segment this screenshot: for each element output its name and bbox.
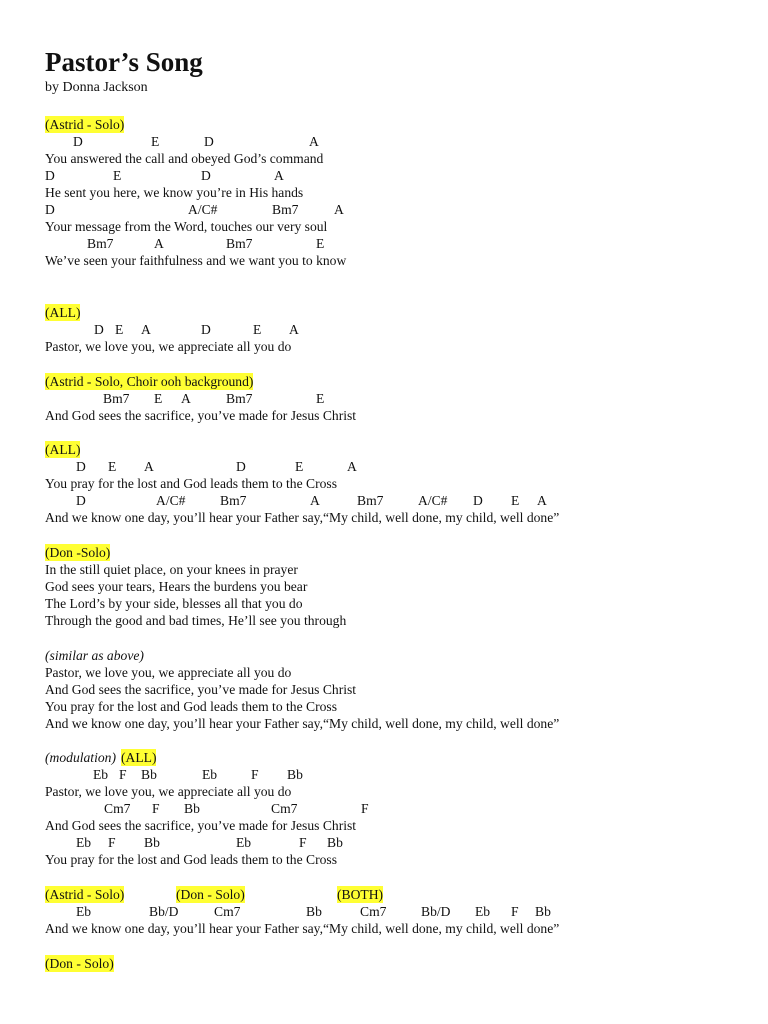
chord: A xyxy=(274,168,284,183)
chord: A/C# xyxy=(188,202,218,217)
lyric-line: And God sees the sacrifice, you’ve made for Jesus Christ xyxy=(45,818,357,833)
chord: D xyxy=(204,134,214,149)
chord: A xyxy=(537,493,547,508)
chord: E xyxy=(113,168,122,183)
chord: F xyxy=(511,904,519,919)
chord: Bb xyxy=(287,767,303,782)
lyric-line: And God sees the sacrifice, you’ve made for Jesus Christ xyxy=(45,408,357,423)
chord: E xyxy=(316,391,325,406)
chord: E xyxy=(154,391,163,406)
chord: D xyxy=(201,322,211,337)
lyric-line: God sees your tears, Hears the burdens you bear xyxy=(45,579,308,594)
chord: Bb xyxy=(144,835,160,850)
chord: Eb xyxy=(202,767,218,782)
chord: D xyxy=(236,459,246,474)
chord: D xyxy=(73,134,83,149)
section-label: (ALL) xyxy=(45,305,81,320)
chord: Bb/D xyxy=(421,904,451,919)
chord: Bb xyxy=(327,835,343,850)
chord: Bm7 xyxy=(87,236,114,251)
lyric-line: And we know one day, you’ll hear your Father say,“My child, well done, my child, well done” xyxy=(45,716,560,731)
chord: E xyxy=(115,322,124,337)
chord: F xyxy=(108,835,116,850)
section-label: (ALL) xyxy=(121,750,157,765)
chord: Eb xyxy=(76,835,92,850)
chord: A xyxy=(289,322,299,337)
lyric-line: You pray for the lost and God leads them to the Cross xyxy=(45,699,337,714)
section-label: (Astrid - Solo, Choir ooh background) xyxy=(45,374,254,389)
chord: Eb xyxy=(93,767,109,782)
lyric-line: Pastor, we love you, we appreciate all you do xyxy=(45,784,292,799)
section-label: (ALL) xyxy=(45,442,81,457)
chord: Bm7 xyxy=(357,493,384,508)
chord: A xyxy=(309,134,319,149)
lyric-line: He sent you here, we know you’re in His hands xyxy=(45,185,304,200)
chord: F xyxy=(152,801,160,816)
chord: Bm7 xyxy=(103,391,130,406)
chord: Cm7 xyxy=(271,801,298,816)
chord: A xyxy=(347,459,357,474)
section-note: (similar as above) xyxy=(45,648,144,663)
song-title: Pastor’s Song xyxy=(45,47,203,77)
section-label: (Don -Solo) xyxy=(45,545,111,560)
chord: D xyxy=(76,493,86,508)
chord: D xyxy=(76,459,86,474)
chord: Bm7 xyxy=(226,391,253,406)
section-note: (modulation) xyxy=(45,750,116,765)
chord: E xyxy=(253,322,262,337)
chord: Bm7 xyxy=(226,236,253,251)
section-label: (Don - Solo) xyxy=(176,887,245,902)
chord: Eb xyxy=(236,835,252,850)
chord: A xyxy=(144,459,154,474)
chord: Bm7 xyxy=(272,202,299,217)
lyric-line: We’ve seen your faithfulness and we want you to know xyxy=(45,253,347,268)
chord: Cm7 xyxy=(214,904,241,919)
lyric-line: And God sees the sacrifice, you’ve made for Jesus Christ xyxy=(45,682,357,697)
lyric-line: Your message from the Word, touches our very soul xyxy=(45,219,328,234)
chord: F xyxy=(299,835,307,850)
chord: A xyxy=(154,236,164,251)
chord: Bb xyxy=(306,904,322,919)
section-label: (Don - Solo) xyxy=(45,956,114,971)
chord: E xyxy=(295,459,304,474)
section-label: (BOTH) xyxy=(337,887,384,902)
chord: A/C# xyxy=(156,493,186,508)
lyric-line: You pray for the lost and God leads them to the Cross xyxy=(45,852,337,867)
chord: Cm7 xyxy=(104,801,131,816)
chord: A/C# xyxy=(418,493,448,508)
chord: E xyxy=(108,459,117,474)
lyric-line: You pray for the lost and God leads them to the Cross xyxy=(45,476,337,491)
lyric-line: Through the good and bad times, He’ll see you through xyxy=(45,613,347,628)
section-label: (Astrid - Solo) xyxy=(45,117,125,132)
chord: Bb xyxy=(141,767,157,782)
chord: E xyxy=(151,134,160,149)
chord: D xyxy=(201,168,211,183)
lyric-line: And we know one day, you’ll hear your Father say,“My child, well done, my child, well done” xyxy=(45,921,560,936)
chord: A xyxy=(334,202,344,217)
chord: Eb xyxy=(475,904,491,919)
lyric-line: You answered the call and obeyed God’s command xyxy=(45,151,324,166)
chord: Bb/D xyxy=(149,904,179,919)
chord: F xyxy=(361,801,369,816)
lyric-line: Pastor, we love you, we appreciate all you do xyxy=(45,665,292,680)
chord: D xyxy=(45,168,55,183)
chord: Bm7 xyxy=(220,493,247,508)
chord: Bb xyxy=(184,801,200,816)
chord: A xyxy=(310,493,320,508)
lyric-line: And we know one day, you’ll hear your Father say,“My child, well done, my child, well done” xyxy=(45,510,560,525)
chord: D xyxy=(473,493,483,508)
chord: A xyxy=(181,391,191,406)
lyric-line: In the still quiet place, on your knees in prayer xyxy=(45,562,298,577)
chord: F xyxy=(119,767,127,782)
chord: Bb xyxy=(535,904,551,919)
chord: D xyxy=(94,322,104,337)
song-author: by Donna Jackson xyxy=(45,80,148,95)
chord: Cm7 xyxy=(360,904,387,919)
chord: D xyxy=(45,202,55,217)
chord: E xyxy=(511,493,520,508)
chord: E xyxy=(316,236,325,251)
lyric-line: The Lord’s by your side, blesses all that you do xyxy=(45,596,303,611)
lyric-line: Pastor, we love you, we appreciate all you do xyxy=(45,339,292,354)
section-label: (Astrid - Solo) xyxy=(45,887,125,902)
chord: Eb xyxy=(76,904,92,919)
chord: F xyxy=(251,767,259,782)
chord: A xyxy=(141,322,151,337)
